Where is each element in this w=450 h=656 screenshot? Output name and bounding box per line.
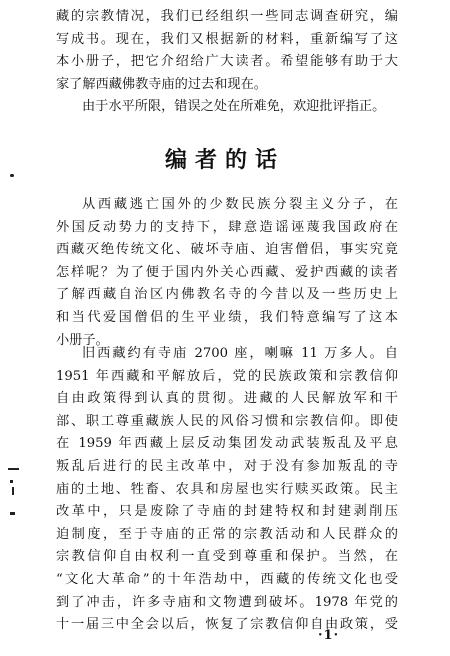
text-line: 写成书。现在，我们又根据新的材料，重新编写了这 (56, 31, 398, 47)
text-line: 在 1959 年西藏上层反动集团发动武装叛乱及平息 (56, 436, 398, 452)
text-line: 由于水平所限，错误之处在所难免，欢迎批评指正。 (82, 99, 386, 115)
page-title: 编者的话 (164, 147, 285, 173)
scan-speck (10, 480, 13, 483)
page-number: ·1· (318, 628, 340, 643)
text-line: 叛乱后进行的民主改革中，对于没有参加叛乱的寺 (56, 458, 398, 474)
text-line: 本小册子，把它介绍给广大读者。希望能够有助于大 (56, 54, 398, 70)
text-line: 自由政策得到认真的贯彻。进藏的人民解放军和干 (56, 391, 398, 407)
text-line: 和当代爱国僧侣的生平业绩，我们特意编写了这本 (56, 309, 398, 325)
text-line: 到了冲击，许多寺庙和文物遭到破坏。1978 年党的 (56, 594, 398, 610)
text-line: 改革中，只是废除了寺庙的封建特权和封建剥削压 (56, 504, 398, 520)
text-line: 西藏灭绝传统文化、破坏寺庙、迫害僧侣，事实究竟 (56, 242, 398, 258)
text-line: 了解西藏自治区内佛教名寺的今昔以及一些历史上 (56, 287, 398, 303)
scan-speck (12, 487, 14, 495)
text-line: “文化大革命”的十年浩劫中，西藏的传统文化也受 (56, 571, 398, 587)
paragraph-intro (56, 194, 398, 352)
text-line: 1951 年西藏和平解放后，党的民族政策和宗教信仰 (56, 368, 398, 384)
text-line: 小册子。 (56, 332, 109, 348)
text-line: 从西藏逃亡国外的少数民族分裂主义分子，在 (82, 197, 398, 212)
text-line: 藏的宗教情况，我们已经组织一些同志调查研究，编 (56, 9, 398, 24)
scan-speck (8, 468, 19, 470)
text-line: 十一届三中全会以后，恢复了宗教信仰自由政策，受 (56, 617, 398, 633)
text-line: 旧西藏约有寺庙 2700 座，喇嘛 11 万多人。自 (82, 346, 398, 361)
text-line: 部、职工尊重藏族人民的风俗习惯和宗教信仰。即使 (56, 413, 398, 429)
scan-speck (10, 174, 14, 177)
continued-paragraph (56, 6, 398, 119)
paragraph-history (56, 343, 398, 637)
text-line: 迫制度，至于寺庙的正常的宗教活动和人民群众的 (56, 526, 398, 542)
scan-speck (10, 512, 15, 515)
text-line: 庙的土地、牲畜、农具和房屋也实行赎买政策。民主 (56, 481, 398, 497)
text-line: 宗教信仰自由权利一直受到尊重和保护。当然，在 (56, 549, 398, 565)
text-line: 家了解西藏佛教寺庙的过去和现在。 (56, 76, 267, 92)
text-line: 怎样呢？为了便于国内外关心西藏、爱护西藏的读者 (56, 264, 398, 280)
text-line: 外国反动势力的支持下，肆意造谣诬蔑我国政府在 (56, 219, 398, 235)
